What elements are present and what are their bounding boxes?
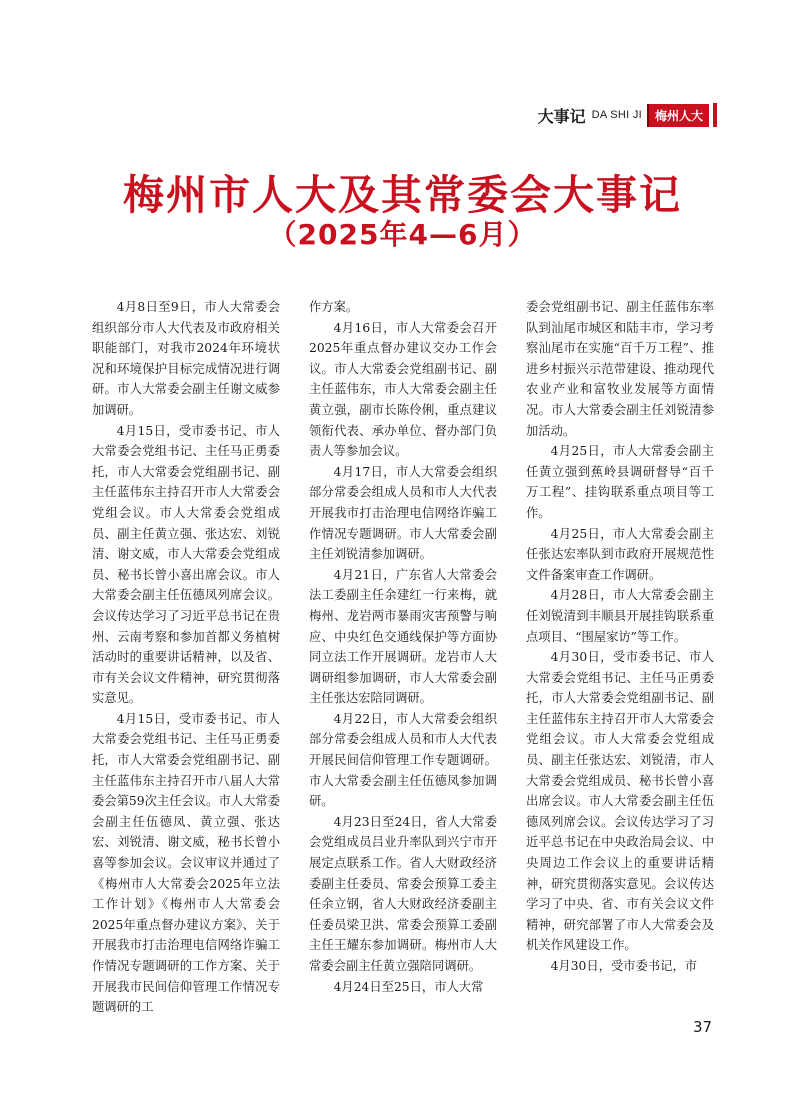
paragraph: 4月16日，市人大常委会召开2025年重点督办建议交办工作会议。市人大常委会党组副书记、副主任蓝伟东，市人大常委会副主任黄立强，副市长陈伶俐，重点建议领衔代表、承办单位、督办部门负责人等参加会议。: [309, 320, 497, 459]
paragraph: 4月15日，受市委书记、市人大常委会党组书记、主任马正勇委托，市人大常委会党组副书记、副主任蓝伟东主持召开市八届人大常委会第59次主任会议。市人大常委会副主任伍德凤、黄立强、张达宏、刘锐清、谢文威，秘书长曾小喜等参加会议。会议审议并通过了《梅州市人大常委会2025年立法工作计划》《梅州市人大常委会2025年重点督办建议方案》、关于开展我市打击治理电信网络诈骗工作情况专题调研的工作方案、关于开展我市民间信仰管理工作情况专题调研的工: [92, 711, 280, 1015]
paragraph: 4月21日，广东省人大常委会法工委副主任余建红一行来梅，就梅州、龙岩两市暴雨灾害预警与响应、中央红色交通线保护等方面协同立法工作开展调研。龙岩市人大调研组参加调研，市人大常委会副主任张达宏陪同调研。: [309, 567, 497, 706]
column-3: [526, 297, 714, 1052]
paragraph: 4月17日，市人大常委会组织部分常委会组成人员和市人大代表开展我市打击治理电信网络诈骗工作情况专题调研。市人大常委会副主任刘锐清参加调研。: [309, 464, 497, 562]
paragraph: 委会党组副书记、副主任蓝伟东率队到汕尾市城区和陆丰市，学习考察汕尾市在实施“百千万工程”、推进乡村振兴示范带建设、推动现代农业产业和富牧业发展等方面情况。市人大常委会副主任刘锐清参加活动。: [526, 300, 714, 438]
article-body: [92, 297, 714, 1052]
paragraph: 作方案。: [309, 300, 359, 314]
publication-tag: 梅州人大: [647, 104, 709, 127]
paragraph: 4月28日，市人大常委会副主任刘锐清到丰顺县开展挂钩联系重点项目、“围屋家访”等工作。: [526, 588, 714, 644]
page-title: 梅州市人大及其常委会大事记: [123, 171, 682, 219]
paragraph: 4月25日，市人大常委会副主任张达宏率队到市政府开展规范性文件备案审查工作调研。: [526, 526, 714, 582]
column-1: [92, 297, 280, 1052]
page-subtitle: （2025年4—6月）: [268, 218, 537, 251]
header-accent-bar: [713, 103, 717, 127]
section-header: [538, 103, 709, 127]
paragraph: 4月8日至9日，市人大常委会组织部分市人大代表及市政府相关职能部门，对我市2024年环境状况和环境保护目标完成情况进行调研。市人大常委会副主任谢文威参加调研。: [92, 300, 280, 417]
page-number: 37: [693, 1018, 713, 1036]
section-label-en: DA SHI JI: [591, 109, 642, 121]
paragraph: 4月22日，市人大常委会组织部分常委会组成人员和市人大代表开展民间信仰管理工作专题调研。市人大常委会副主任伍德凤参加调研。: [309, 711, 497, 809]
paragraph: 4月23日至24日，省人大常委会党组成员吕业升率队到兴宁市开展定点联系工作。省人大财政经济委副主任委员、常委会预算工委主任余立钢，省人大财政经济委副主任委员梁卫洪、常委会预算工委副主任王耀东参加调研。梅州市人大常委会副主任黄立强陪同调研。: [309, 814, 497, 973]
column-2: [309, 297, 497, 1052]
paragraph: 4月25日，市人大常委会副主任黄立强到蕉岭县调研督导“百千万工程”、挂钩联系重点项目等工作。: [526, 444, 714, 520]
section-label-cn: 大事记: [537, 106, 586, 126]
paragraph: 4月30日，受市委书记，市: [550, 959, 698, 973]
paragraph: 4月15日，受市委书记、市人大常委会党组书记、主任马正勇委托，市人大常委会党组副书记、副主任蓝伟东主持召开市人大常委会党组会议。市人大常委会党组成员、副主任黄立强、张达宏、刘锐清、谢文威，市人大常委会党组成员、秘书长曾小喜出席会议。市人大常委会副主任伍德凤列席会议。会议传达学习了习近平总书记在贵州、云南考察和参加首都义务植树活动时的重要讲话精神，以及省、市有关会议文件精神，研究贯彻落实意见。: [92, 423, 280, 706]
paragraph: 4月24日至25日，市人大常: [333, 979, 484, 994]
paragraph: 4月30日，受市委书记、市人大常委会党组书记、主任马正勇委托，市人大常委会党组副书记、副主任蓝伟东主持召开市人大常委会党组会议。市人大常委会党组成员、副主任张达宏、刘锐清，市人大常委会党组成员、秘书长曾小喜出席会议。市人大常委会副主任伍德凤列席会议。会议传达学习了习近平总书记在中央政治局会议、中央周边工作会议上的重要讲话精神，研究贯彻落实意见。会议传达学习了中央、省、市有关会议文件精神，研究部署了市人大常委会及机关作风建设工作。: [526, 650, 714, 953]
